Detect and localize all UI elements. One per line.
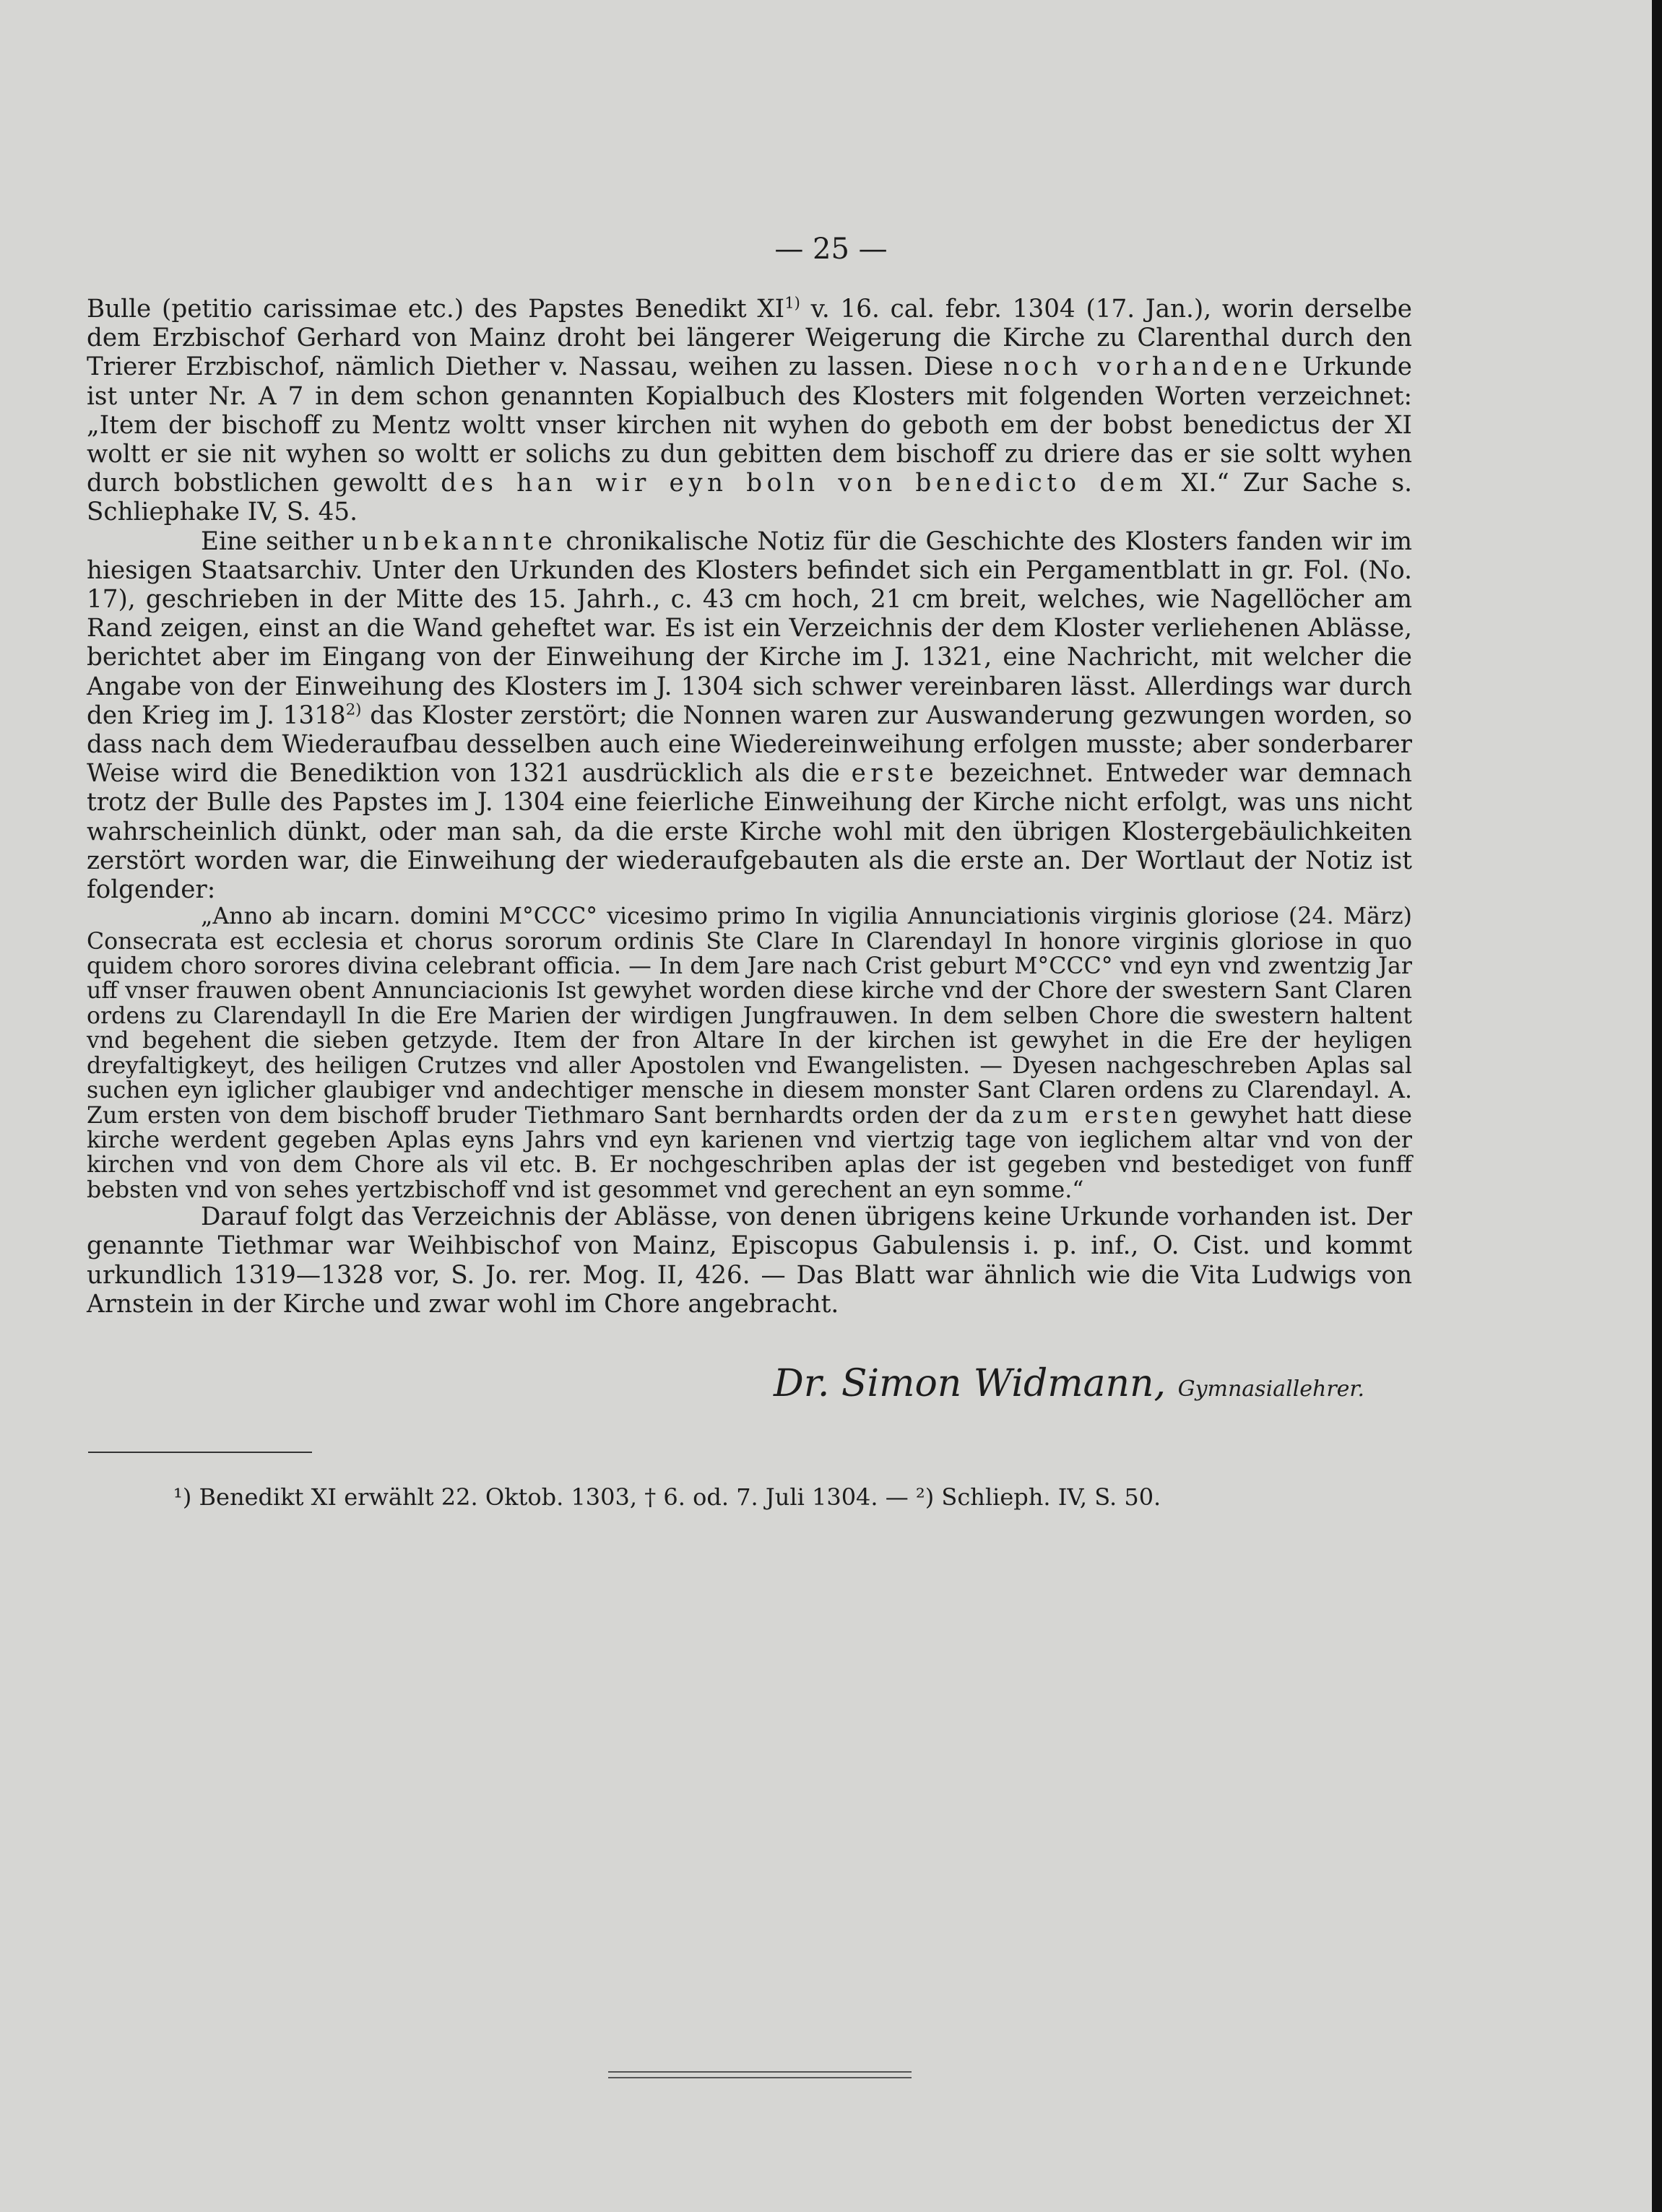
page-number: — 25 — [774, 233, 888, 266]
footnotes: ¹) Benedikt XI erwählt 22. Oktob. 1303, † 6. od. 7. Juli 1304. — ²) Schlieph. IV, S. 50. [173, 1483, 1161, 1511]
paragraph-notiz: Eine seither unbekannte chronikalische Notiz für die Geschichte des Klosters fanden wir im hiesigen Staatsarchiv. Unter den Urkunden des Klosters befindet sich ein Pergamentblatt in gr. Fol. (No. 17), geschrieben in der Mitte des 15. Jahrh., c. 43 cm hoch, 21 cm breit, welches, wie Nagellöcher am Rand zeigen, einst an die Wand geheftet war. Es ist ein Verzeichnis der dem Kloster verliehenen Ablässe, berichtet aber im Eingang von der Einweihung der Kirche im J. 1321, eine Nachricht, mit welcher die Angabe von der Einweihung des Klosters im J. 1304 sich schwer vereinbaren lässt. Allerdings war durch den Krieg im J. 1318$^{2)}$ das Kloster zerstört; die Nonnen waren zur Auswanderung gezwungen worden, so dass nach dem Wiederaufbau desselben auch eine Wiedereinweihung erfolgen musste; aber sonderbarer Weise wird die Benediktion von 1321 ausdrücklich als die erste bezeichnet. Entweder war demnach trotz der Bulle des Papstes im J. 1304 eine feierliche Einweihung der Kirche nicht erfolgt, was uns nicht wahrscheinlich dünkt, oder man sah, da die erste Kirche wohl mit den übrigen Klostergebäulichkeiten zerstört worden war, die Einweihung der wiederaufgebauten als die erste an. Der Wortlaut der Notiz ist folgender: [87, 526, 1413, 905]
author-signature [774, 1362, 1364, 1405]
end-rule-top [608, 2071, 912, 2073]
footnote-ref-2[interactable]: 2) [345, 700, 362, 719]
author-name: Dr. Simon Widmann, [774, 1362, 1167, 1405]
body-text [87, 295, 1412, 1319]
quotation-block: „Anno ab incarn. domini M°CCC° vicesimo primo In vigilia Annunciationis virginis gloriose (24. März) Consecrata est ecclesia et chorus sororum ordinis Ste Clare In Clarendayl In honore virginis gloriose in quo quidem choro sorores divina celebrant officia. — In dem Jare nach Crist geburt M°CCC° vnd eyn vnd zwentzig Jar uff vnser frauwen obent Annunciacionis Ist gewyhet worden diese kirche vnd der Chore der swestern Sant Claren ordens zu Clarendayll In die Ere Marien der wirdigen Jungfrauwen. In dem selben Chore die swestern haltent vnd begehent die sieben getzyde. Item der fron Altare In der kirchen ist gewyhet in die Ere der heyligen dreyfaltigkeyt, des heiligen Crutzes vnd aller Apostolen vnd Ewangelisten. — Dyesen nachgeschreben Aplas sal suchen eyn iglicher glaubiger vnd andechtiger mensche in diesem monster Sant Claren ordens zu Clarendayl. A. Zum ersten von dem bischoff bruder Tiethmaro Sant bernhardts orden der da zum ersten gewyhet hatt diese kirche werdent gegeben Aplas eyns Jahrs vnd eyn karienen vnd viertzig tage von ieglichem altar vnd von der kirchen vnd von dem Chore als vil etc. B. Er nochgeschriben aplas der ist gegeben vnd bestediget von funff bebsten vnd von sehes yertzbischoff vnd ist gesommet vnd gerechent an eyn somme.“ [87, 903, 1413, 1203]
footnote-divider [88, 1452, 312, 1453]
author-title: Gymnasiallehrer. [1177, 1376, 1364, 1402]
scan-edge [1652, 0, 1662, 2212]
end-rule-bottom [608, 2077, 912, 2078]
paragraph-bulle: Bulle (petitio carissimae etc.) des Papstes Benedikt XI$^{1)}$ v. 16. cal. febr. 1304 (17. Jan.), worin derselbe dem Erzbischof Gerhard von Mainz droht bei längerer Weigerung die Kirche zu Clarenthal durch den Trierer Erzbischof, nämlich Diether v. Nassau, weihen zu lassen. Diese noch vorhandene Urkunde ist unter Nr. A 7 in dem schon genannten Kopialbuch des Klosters mit folgenden Worten verzeichnet: „Item der bischoff zu Mentz woltt vnser kirchen nit wyhen do geboth em der bobst benedictus der XI woltt er sie nit wyhen so woltt er solichs zu dun gebitten dem bischoff zu driere das er sie soltt wyhen durch bobstlichen gewoltt des han wir eyn boln von benedicto dem XI.“ Zur Sache s. Schliephake IV, S. 45. [87, 293, 1412, 527]
paragraph-closing: Darauf folgt das Verzeichnis der Ablässe, von denen übrigens keine Urkunde vorhanden ist. Der genannte Tiethmar war Weihbischof von Mainz, Episcopus Gabulensis i. p. inf., O. Cist. und kommt urkundlich 1319—1328 vor, S. Jo. rer. Mog. II, 426. — Das Blatt war ähnlich wie die Vita Ludwigs von Arnstein in der Kirche und zwar wohl im Chore angebracht. [87, 1202, 1412, 1319]
footnote-ref-1[interactable]: 1) [784, 293, 800, 312]
